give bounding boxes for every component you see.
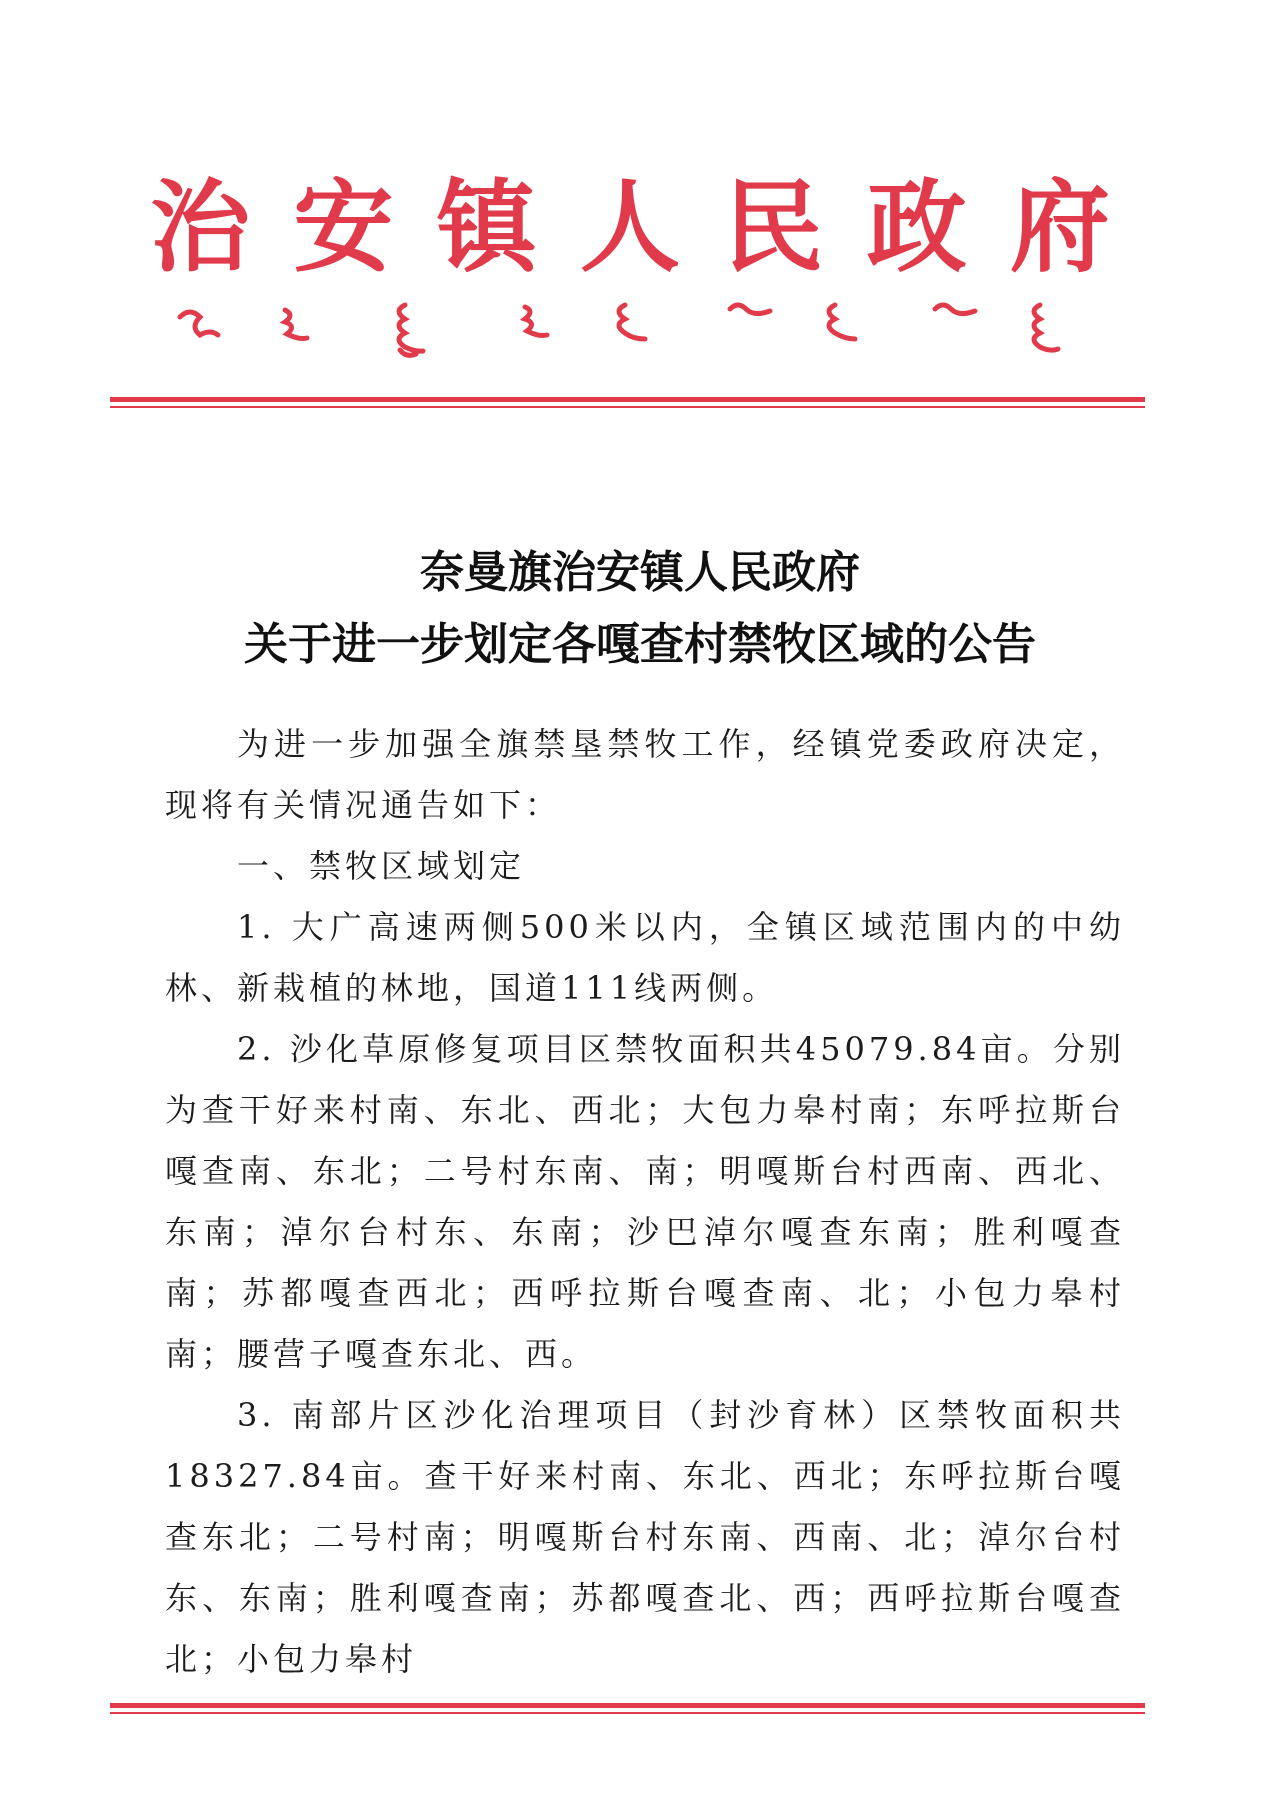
- letterhead-char: 治: [150, 168, 250, 286]
- footer-divider-thin: [110, 1712, 1145, 1714]
- letterhead-char: 民: [723, 168, 824, 286]
- letterhead-divider-thin: [110, 406, 1145, 408]
- letterhead-char: 镇: [436, 168, 537, 286]
- document-title-line2: 关于进一步划定各嘎查村禁牧区域的公告: [244, 619, 1036, 670]
- letterhead-char: 安: [293, 168, 394, 286]
- letterhead-char: 府: [1009, 168, 1110, 286]
- intro-paragraph: 为进一步加强全旗禁垦禁牧工作，经镇党委政府决定，现将有关情况通告如下：: [165, 725, 1125, 824]
- list-item: 1. 大广高速两侧500米以内，全镇区域范围内的中幼林、新栽植的林地，国道111线两侧。: [165, 908, 1125, 1007]
- list-item: 2. 沙化草原修复项目区禁牧面积共45079.84亩。分别为查干好来村南、东北、西北；大包力皋村南；东呼拉斯台嘎查南、东北；二号村东南、南；明嘎斯台村西南、西北、东南；淖尔台村东、东南；沙巴淖尔嘎查东南；胜利嘎查南；苏都嘎查西北；西呼拉斯台嘎查南、北；小包力皋村南；腰营子嘎查东北、西。: [165, 1030, 1125, 1373]
- section-heading: 一、禁牧区域划定: [237, 847, 526, 885]
- letterhead-divider-thick: [110, 397, 1145, 402]
- letterhead-char: 人: [579, 168, 680, 286]
- document-body: [165, 714, 1125, 1690]
- letterhead-char: 政: [866, 168, 967, 286]
- document-title-line1: 奈曼旗治安镇人民政府: [420, 547, 860, 598]
- mongolian-letterhead-script: [170, 295, 1090, 365]
- letterhead-title: [150, 168, 1110, 286]
- footer-divider-thick: [110, 1703, 1145, 1708]
- list-item: 3. 南部片区沙化治理项目（封沙育林）区禁牧面积共18327.84亩。查干好来村南、东北、西北；东呼拉斯台嘎查东北；二号村南；明嘎斯台村东南、西南、北；淖尔台村东、东南；胜利嘎查南；苏都嘎查北、西；西呼拉斯台嘎查北；小包力皋村: [165, 1396, 1125, 1678]
